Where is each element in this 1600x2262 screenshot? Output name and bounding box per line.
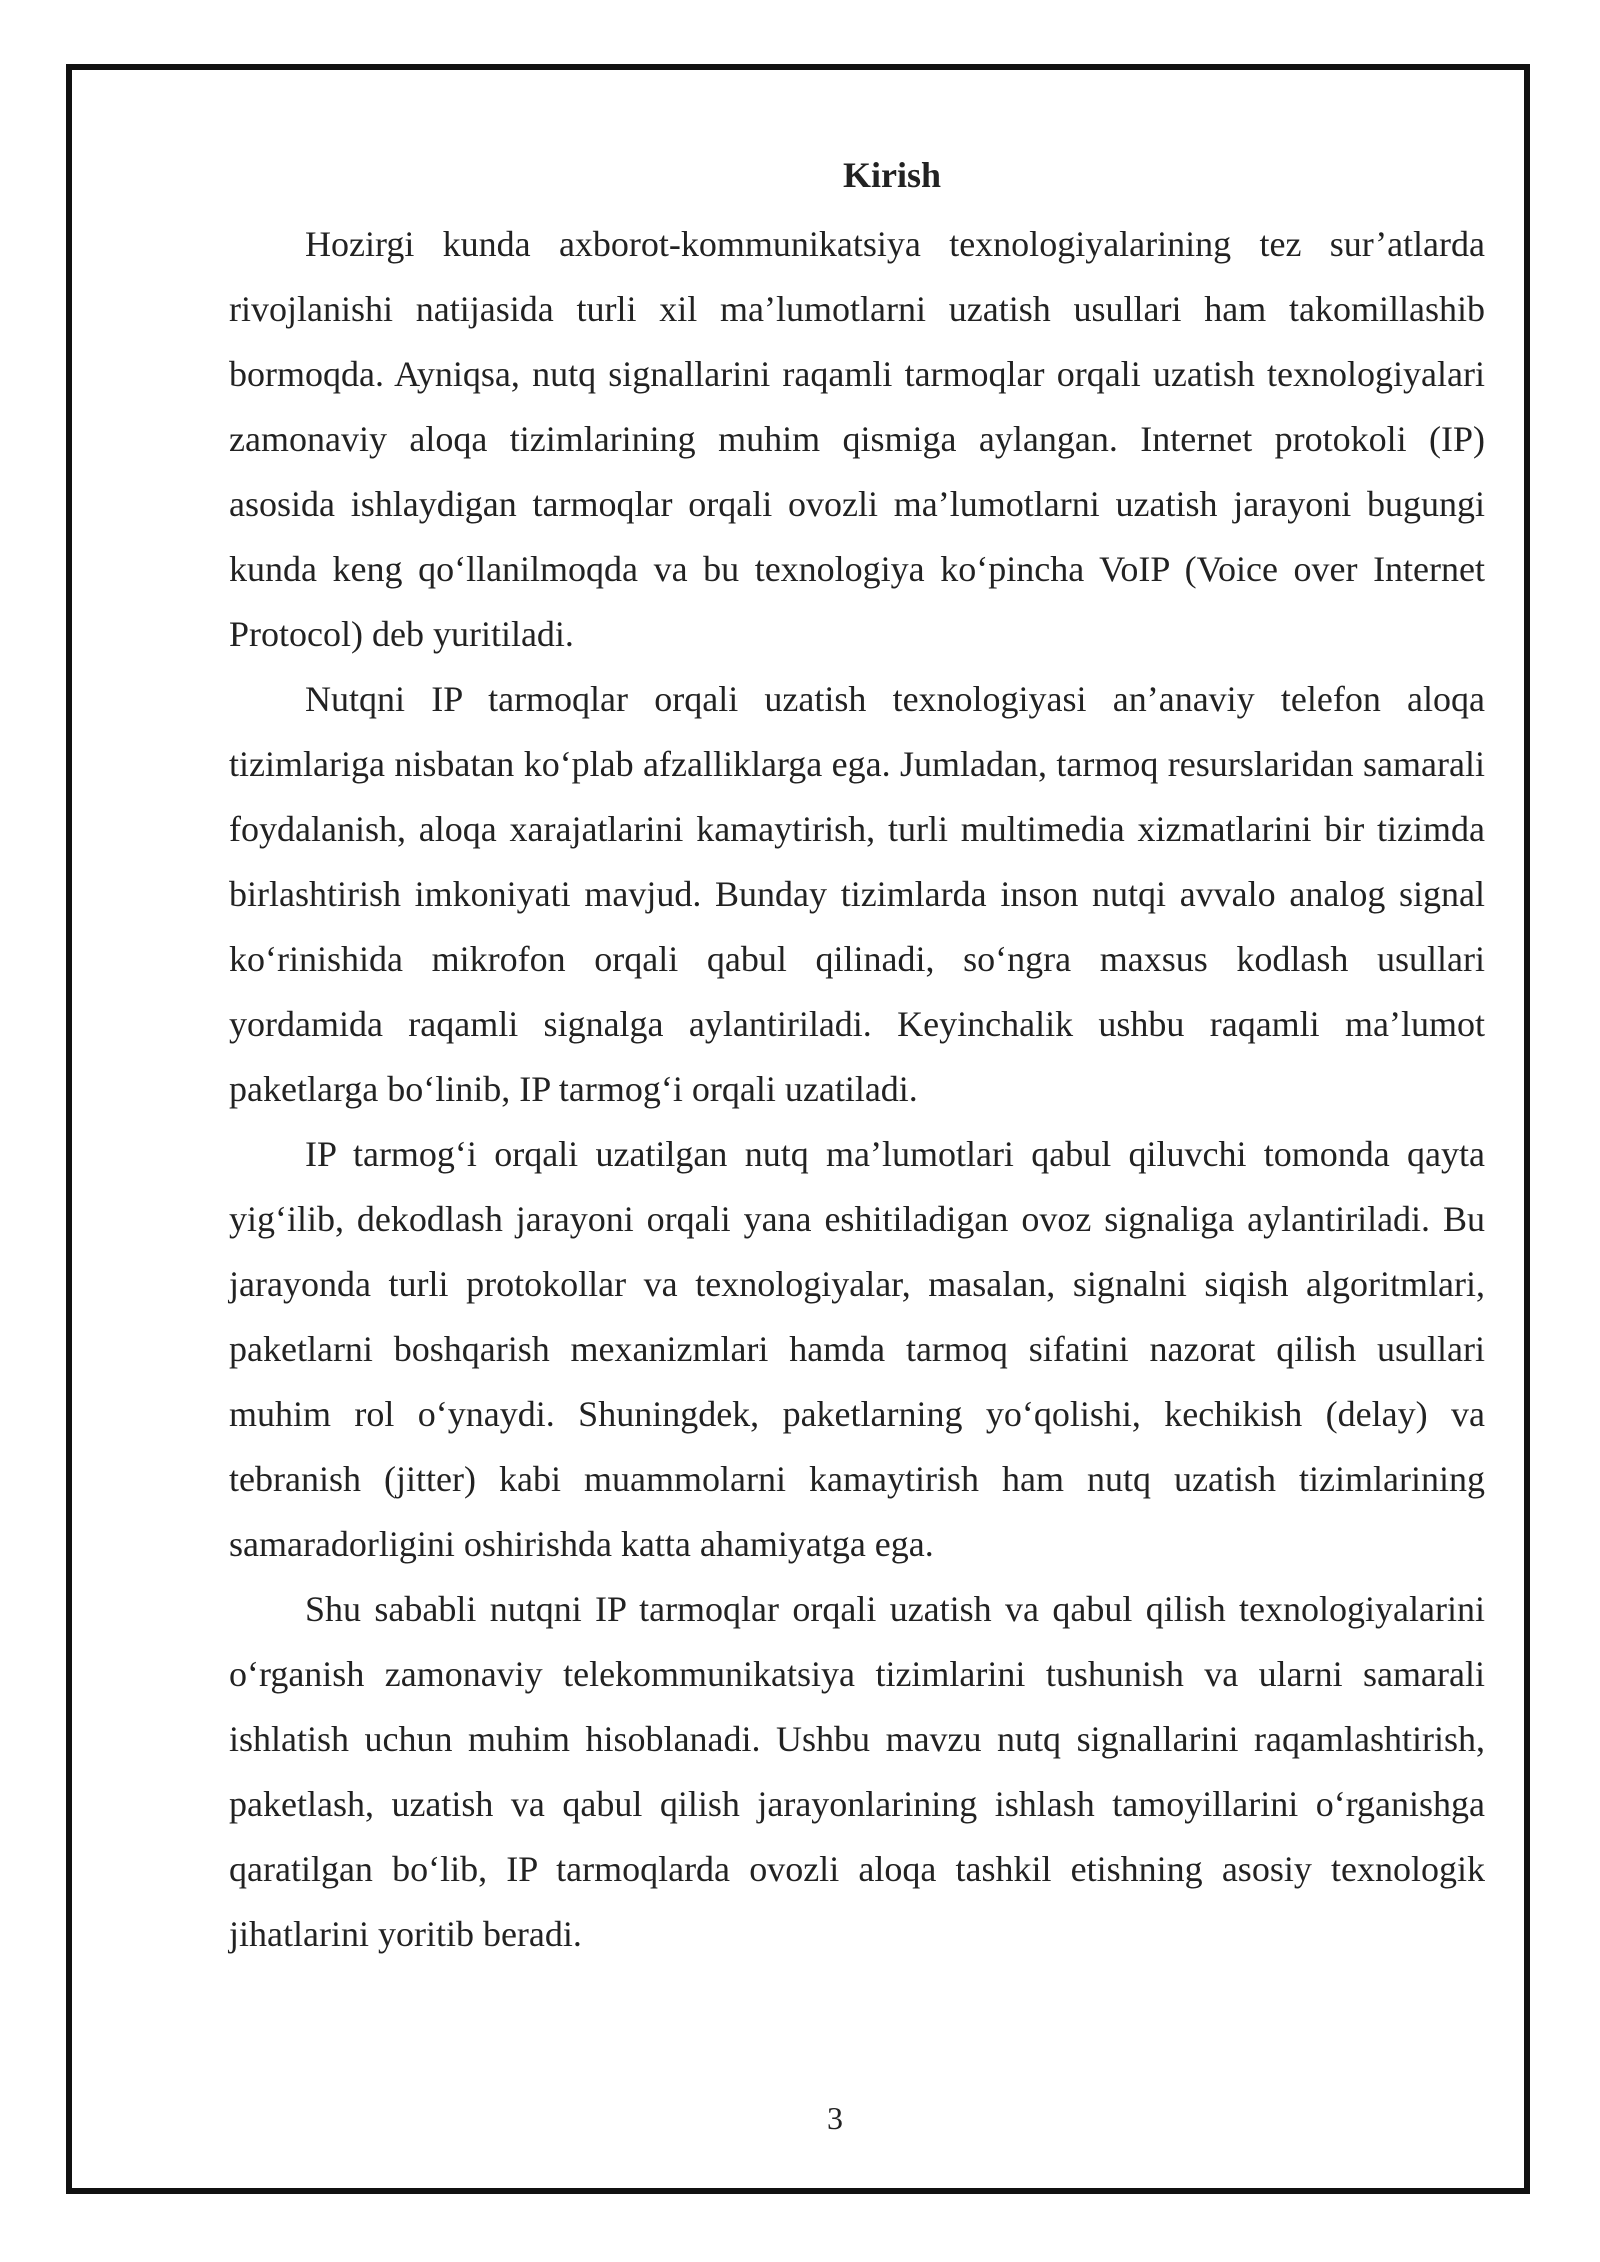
paragraph-advantages: Nutqni IP tarmoqlar orqali uzatish texnologiyasi an’anaviy telefon aloqa tizimlariga nisbatan ko‘plab afzalliklarga ega. Jumladan, tarmoq resurslaridan samarali foydalanish, aloqa xarajatlarini kamaytirish, turli multimedia xizmatlarini bir tizimda birlashtirish imkoniyati mavjud. Bunday tizimlarda inson nutqi avvalo analog signal ko‘rinishida mikrofon orqali qabul qilinadi, so‘ngra maxsus kodlash usullari yordamida raqamli signalga aylantiriladi. Keyinchalik ushbu raqamli ma’lumot paketlarga bo‘linib, IP tarmog‘i orqali uzatiladi. [229, 679, 1485, 1109]
paragraph-conclusion: Shu sababli nutqni IP tarmoqlar orqali uzatish va qabul qilish texnologiyalarini o‘rganish zamonaviy telekommunikatsiya tizimlarini tushunish va ularni samarali ishlatish uchun muhim hisoblanadi. Ushbu mavzu nutq signallarini raqamlashtirish, paketlash, uzatish va qabul qilish jarayonlarining ishlash tamoyillarini o‘rganishga qaratilgan bo‘lib, IP tarmoqlarda ovozli aloqa tashkil etishning asosiy texnologik jihatlarini yoritib beradi. [229, 1589, 1485, 1954]
page-number: 3 [827, 2100, 843, 2136]
document-body [229, 148, 1485, 1967]
paragraph-decoding: IP tarmog‘i orqali uzatilgan nutq ma’lumotlari qabul qiluvchi tomonda qayta yig‘ilib, dekodlash jarayoni orqali yana eshitiladigan ovoz signaliga aylantiriladi. Bu jarayonda turli protokollar va texnologiyalar, masalan, signalni siqish algoritmlari, paketlarni boshqarish mexanizmlari hamda tarmoq sifatini nazorat qilish usullari muhim rol o‘ynaydi. Shuningdek, paketlarning yo‘qolishi, kechikish (delay) va tebranish (jitter) kabi muammolarni kamaytirish ham nutq uzatish tizimlarining samaradorligini oshirishda katta ahamiyatga ega. [229, 1134, 1485, 1564]
paragraph-intro: Hozirgi kunda axborot-kommunikatsiya texnologiyalarining tez sur’atlarda rivojlanishi natijasida turli xil ma’lumotlarni uzatish usullari ham takomillashib bormoqda. Ayniqsa, nutq signallarini raqamli tarmoqlar orqali uzatish texnologiyalari zamonaviy aloqa tizimlarining muhim qismiga aylangan. Internet protokoli (IP) asosida ishlaydigan tarmoqlar orqali ovozli ma’lumotlarni uzatish jarayoni bugungi kunda keng qo‘llanilmoqda va bu texnologiya ko‘pincha VoIP (Voice over Internet Protocol) deb yuritiladi. [229, 224, 1485, 654]
section-title: Kirish [842, 155, 941, 195]
